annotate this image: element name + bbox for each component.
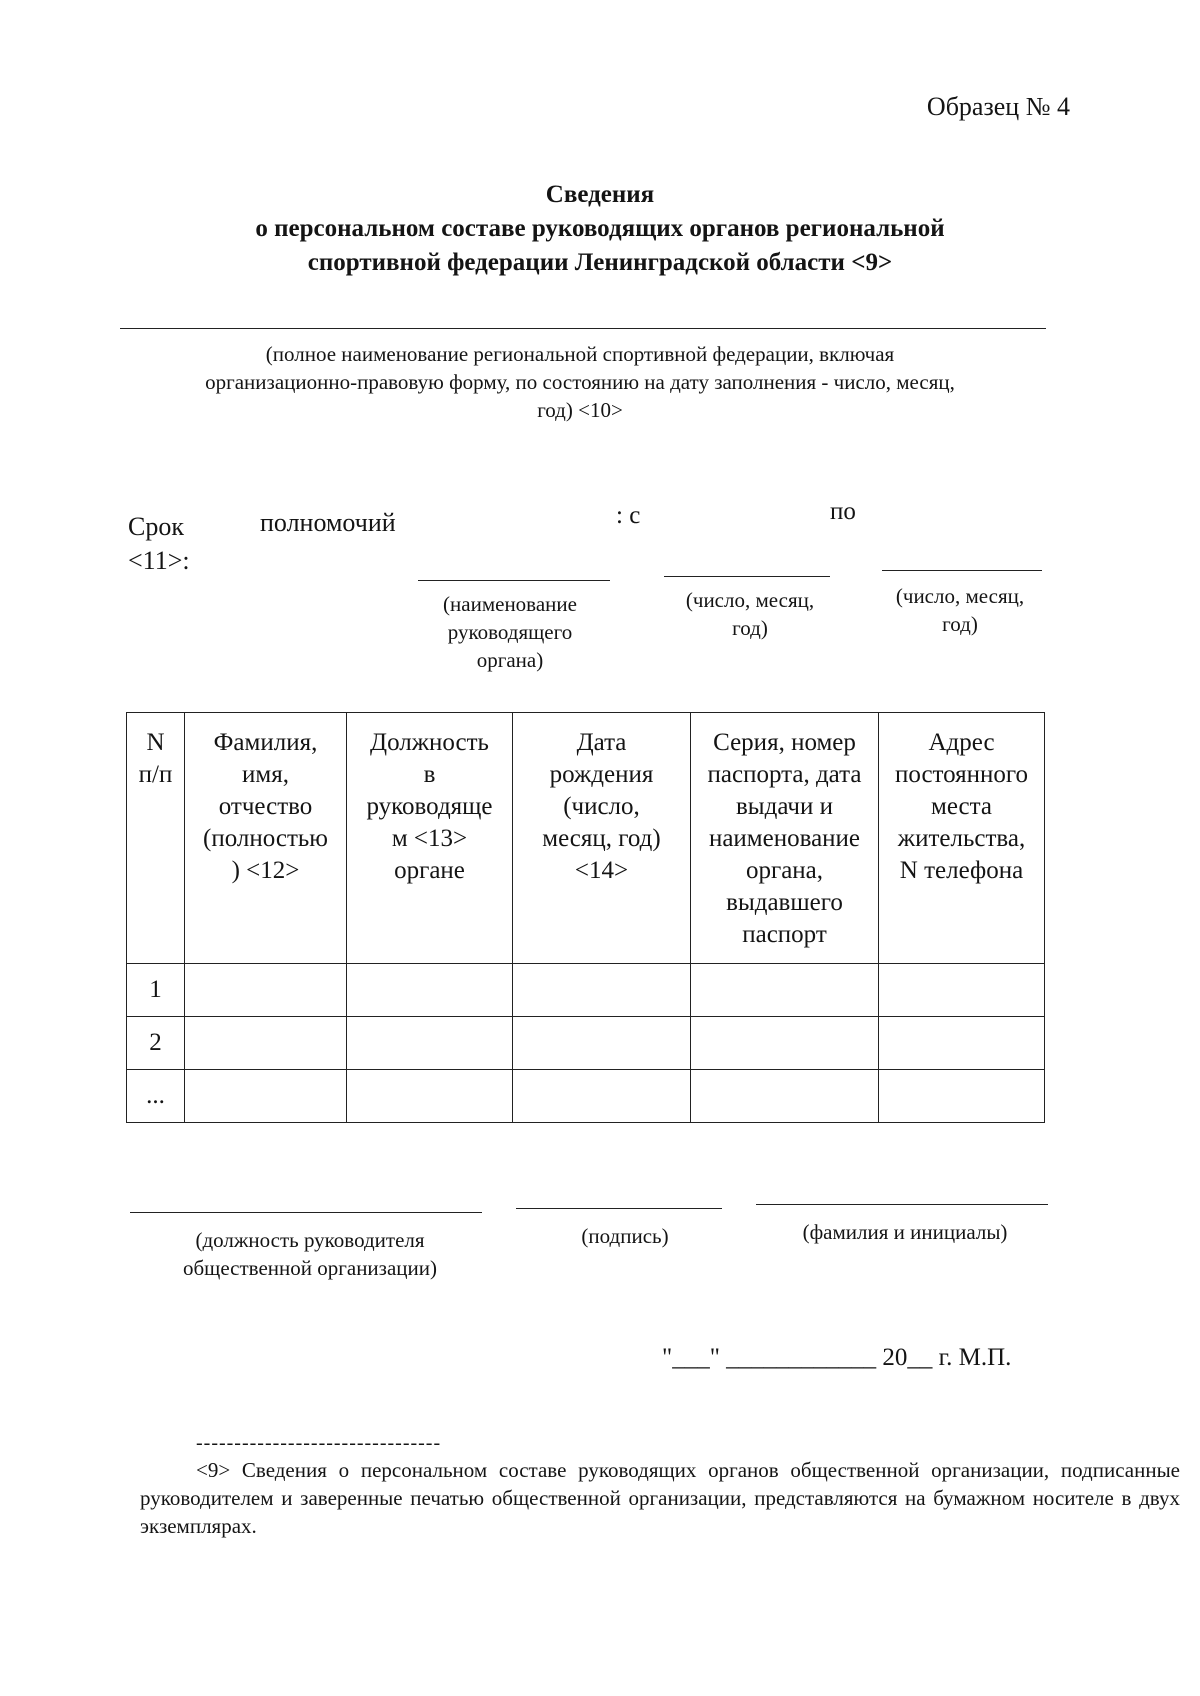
header-line: органе [394,857,465,884]
date-from-caption-line-2: год) [732,616,768,640]
header-line: выдавшего [726,889,843,916]
row-number: 1 [127,964,185,1017]
header-line: N [146,729,165,756]
header-line: имя, [242,761,289,788]
organ-caption-line-3: органа) [476,648,544,672]
header-position [347,713,513,964]
header-line: паспорта, дата [707,761,862,788]
header-address [879,713,1045,964]
name-caption: (фамилия и инициалы) [802,1220,1008,1244]
header-birth-date [513,713,691,964]
header-line: N телефона [899,857,1024,884]
header-full-name [185,713,347,964]
term-label [128,510,190,578]
header-line: (полностью [203,825,328,852]
table-cell[interactable] [513,1017,691,1070]
org-name-caption [130,340,1030,424]
header-line: наименование [708,825,861,852]
table-cell[interactable] [185,1070,347,1123]
header-line: паспорт [742,921,827,948]
header-line: органа, [745,857,824,884]
table-cell[interactable] [513,964,691,1017]
header-line: Должность [370,729,489,756]
header-line: рождения [549,761,654,788]
table-row [127,964,1045,1017]
header-line: п/п [138,761,173,788]
table-cell[interactable] [185,1017,347,1070]
org-name-line [120,328,1046,329]
header-line: руководяще [366,793,493,820]
title-line-1: Сведения [545,181,655,208]
table-cell[interactable] [347,1017,513,1070]
sample-number: Образец № 4 [926,92,1070,121]
table-cell[interactable] [185,964,347,1017]
row-number: ... [127,1070,185,1123]
table-row [127,1070,1045,1123]
header-line: Фамилия, [213,729,318,756]
header-line: выдачи и [736,793,833,820]
table-cell[interactable] [691,1070,879,1123]
org-caption-line-2: организационно-правовую форму, по состоянию на дату заполнения - число, месяц, [205,370,955,394]
table-cell[interactable] [879,1017,1045,1070]
organ-caption-line-1: (наименование [443,592,577,616]
header-line: жительства, [897,825,1026,852]
document-title [120,178,1080,280]
table-cell[interactable] [347,964,513,1017]
date-from-caption [660,586,840,642]
signature-line [516,1208,722,1209]
term-label-word: Срок [128,512,184,541]
table-cell[interactable] [879,964,1045,1017]
header-passport [691,713,879,964]
date-to-caption [870,582,1050,638]
term-label-ref: <11>: [128,546,190,575]
header-number [127,713,185,964]
position-caption [150,1226,470,1282]
position-caption-line-1: (должность руководителя [195,1228,425,1252]
table-row [127,1017,1045,1070]
signature-caption: (подпись) [581,1224,669,1248]
term-from-word: : с [616,502,641,529]
header-line: м <13> [391,825,468,852]
table-cell[interactable] [691,1017,879,1070]
header-line: (число, [563,793,640,820]
header-line: Адрес [928,729,995,756]
header-line: <14> [574,857,629,884]
table-cell[interactable] [691,964,879,1017]
position-caption-line-2: общественной организации) [182,1256,437,1280]
table-cell[interactable] [513,1070,691,1123]
table-header-row [127,713,1045,964]
position-line [130,1212,482,1213]
header-line: места [931,793,992,820]
personnel-table [126,712,1045,1123]
organ-caption-line-2: руководящего [447,620,573,644]
date-to-caption-line-1: (число, месяц, [895,584,1025,608]
term-to-word: по [830,498,856,525]
date-from-caption-line-1: (число, месяц, [685,588,815,612]
header-line: месяц, год) [542,825,661,852]
term-powers-word: полномочий [260,508,396,537]
date-from-line [664,576,830,577]
header-line: постоянного [894,761,1029,788]
row-number: 2 [127,1017,185,1070]
date-stamp-line: "___" ____________ 20__ г. М.П. [662,1344,1012,1371]
organ-name-caption [410,590,610,674]
title-line-2: о персональном составе руководящих органов региональной [255,215,945,242]
header-line: отчество [218,793,313,820]
header-line: ) <12> [231,857,300,884]
name-line [756,1204,1048,1205]
date-to-line [882,570,1042,571]
table-cell[interactable] [879,1070,1045,1123]
header-line: Серия, номер [713,729,856,756]
date-to-caption-line-2: год) [942,612,978,636]
header-line: в [423,761,436,788]
table-cell[interactable] [347,1070,513,1123]
header-line: Дата [576,729,627,756]
organ-name-line [418,580,610,581]
org-caption-line-3: год) <10> [537,398,623,422]
org-caption-line-1: (полное наименование региональной спортивной федерации, включая [265,342,895,366]
footnote-text: <9> Сведения о персональном составе руководящих органов общественной организации, подписанные руководителем и заверенные печатью общественной организации, представляются на бумажном носителе в двух экземплярах. [140,1458,1180,1538]
title-line-3: спортивной федерации Ленинградской области <9> [307,249,893,276]
footnote-separator: -------------------------------- [196,1432,442,1454]
